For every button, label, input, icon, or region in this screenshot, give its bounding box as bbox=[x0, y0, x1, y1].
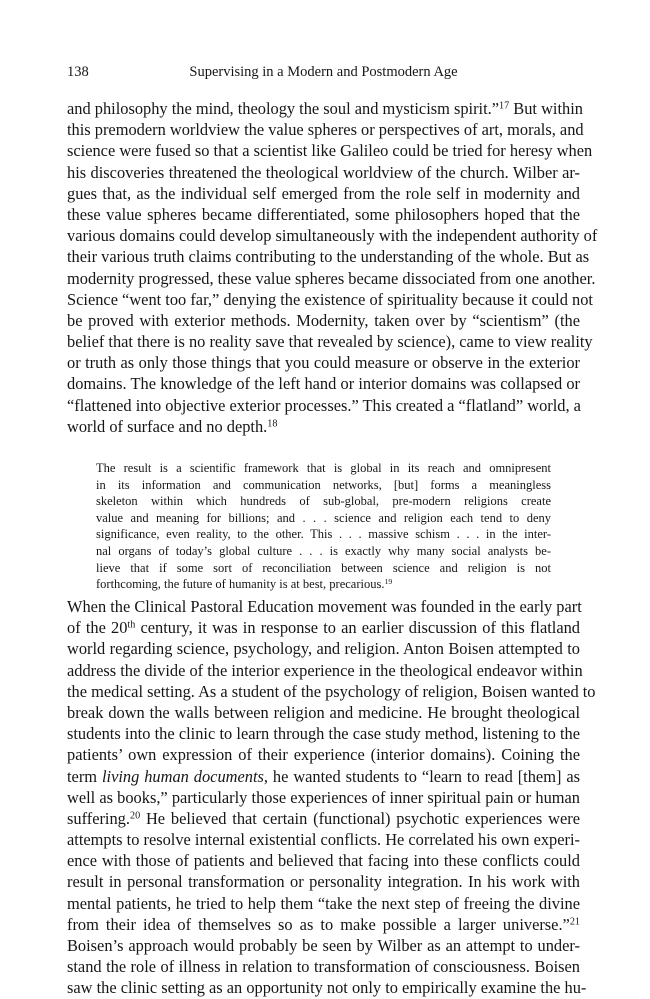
italic-term: living human documents bbox=[101, 766, 264, 786]
text-line bbox=[67, 871, 580, 892]
line-text: “flattened into objective exterior processes.” This created a “flatland” world, a bbox=[67, 395, 581, 415]
page-number: 138 bbox=[67, 64, 89, 80]
text-line bbox=[96, 460, 551, 477]
line-text: stand the role of illness in relation to transformation of consciousness. Boisen bbox=[67, 957, 580, 977]
text-line bbox=[67, 787, 580, 808]
text-line bbox=[96, 526, 551, 543]
text-line bbox=[67, 162, 580, 183]
text-line bbox=[67, 681, 596, 702]
line-text: value and meaning for billions; and . . . science and religion each tend to deny bbox=[96, 510, 551, 525]
line-text: saw the clinic setting as an opportunity not only to empirically examine the hu- bbox=[67, 978, 587, 998]
text-line bbox=[67, 638, 580, 659]
text-line bbox=[67, 660, 583, 681]
text-line bbox=[67, 395, 580, 416]
text-line bbox=[67, 744, 580, 765]
line-text: belief that there is no reality save that revealed by science), came to view reality bbox=[67, 332, 593, 352]
line-text: skeleton within which hundreds of sub-global, pre-modern religions create bbox=[96, 494, 551, 509]
line-text: forthcoming, the future of humanity is at best, precarious. bbox=[96, 577, 385, 592]
line-text-continued: century, it was in response to an earlier discussion of this flatland bbox=[135, 618, 580, 638]
text-line bbox=[96, 560, 551, 577]
line-text: of the 20 bbox=[67, 618, 128, 638]
line-text: various domains could develop simultaneously with the independent authority of bbox=[67, 226, 598, 246]
footnote-marker: 17 bbox=[499, 100, 510, 112]
line-text: ence with those of patients and believed that facing into these conflicts could bbox=[67, 851, 580, 871]
text-line bbox=[96, 477, 551, 494]
text-line bbox=[67, 204, 580, 225]
line-text: lieve that if some sort of reconciliation between science and religion is not bbox=[96, 560, 551, 575]
line-text: world regarding science, psychology, and religion. Anton Boisen attempted to bbox=[67, 639, 580, 659]
line-text: science were fused so that a scientist like Galileo could be tried for heresy when bbox=[67, 141, 593, 161]
text-line bbox=[67, 416, 580, 437]
line-text: the medical setting. As a student of the psychology of religion, Boisen wanted to bbox=[67, 681, 596, 701]
line-text: nal organs of today’s global culture . . . is exactly why many social analysts be- bbox=[96, 543, 551, 558]
footnote-marker: 20 bbox=[129, 810, 141, 822]
text-line bbox=[67, 956, 580, 977]
line-text: result in personal transformation or personality integration. In his work with bbox=[67, 872, 580, 892]
line-text: from their idea of themselves so as to make possible a larger universe.” bbox=[67, 914, 570, 934]
line-text: significance, even reality, to the other. This . . . massive schism . . . in the inter- bbox=[96, 527, 551, 542]
text-line bbox=[67, 702, 580, 723]
paragraph-2 bbox=[67, 596, 596, 999]
line-text: attempts to resolve internal existential conflicts. He correlated his own experi- bbox=[67, 830, 580, 850]
line-text: suffering. bbox=[67, 808, 130, 828]
text-line bbox=[96, 510, 551, 527]
text-line bbox=[67, 977, 587, 998]
text-line bbox=[67, 617, 580, 638]
line-text: gues that, as the individual self emerged from the role self in modernity and bbox=[67, 183, 580, 203]
line-text-continued: But within bbox=[509, 99, 583, 118]
line-text: address the divide of the interior experience in the theological endeavor within bbox=[67, 660, 583, 680]
line-text: world of surface and no depth. bbox=[67, 416, 268, 436]
line-text-continued: , he wanted students to “learn to read [them] as bbox=[263, 766, 580, 786]
text-line bbox=[67, 766, 580, 787]
line-text: students into the clinic to learn through the case study method, listening to the bbox=[67, 724, 580, 744]
line-text: domains. The knowledge of the left hand or interior domains was collapsed or bbox=[67, 374, 580, 394]
line-text: these value spheres became differentiated, some philosophers hoped that the bbox=[67, 204, 580, 224]
text-line bbox=[67, 140, 593, 161]
text-line bbox=[67, 246, 590, 267]
text-line bbox=[67, 850, 580, 871]
text-line bbox=[67, 596, 580, 617]
text-line bbox=[67, 225, 598, 246]
line-text: in its information and communication networks, [but] forms a meaningless bbox=[96, 477, 551, 492]
line-text: term bbox=[67, 766, 102, 786]
text-line bbox=[67, 808, 580, 829]
text-line bbox=[67, 268, 596, 289]
line-text: be proved with exterior methods. Modernity, taken over by “scientism” (the bbox=[67, 310, 580, 330]
text-line bbox=[67, 893, 580, 914]
paragraph-1 bbox=[67, 98, 598, 437]
text-line bbox=[67, 98, 583, 119]
running-head: Supervising in a Modern and Postmodern Age bbox=[189, 64, 458, 80]
text-line bbox=[67, 310, 580, 331]
line-text: this premodern worldview the value spheres or perspectives of art, morals, and bbox=[67, 120, 584, 140]
line-text: or truth as only those things that you could measure or observe in the exterior bbox=[67, 353, 580, 373]
line-text-continued: He believed that certain (functional) psychotic experiences were bbox=[140, 808, 580, 828]
line-text: and philosophy the mind, theology the soul and mysticism spirit.” bbox=[67, 99, 500, 118]
footnote-marker: th bbox=[127, 619, 136, 631]
text-line bbox=[67, 183, 580, 204]
line-text: well as books,” particularly those experiences of inner spiritual pain or human bbox=[67, 787, 580, 807]
text-line bbox=[67, 829, 580, 850]
line-text: break down the walls between religion and medicine. He brought theological bbox=[67, 702, 580, 722]
text-line bbox=[67, 119, 584, 140]
line-text: mental patients, he tried to help them “take the next step of freeing the divine bbox=[67, 893, 580, 913]
footnote-marker: 19 bbox=[384, 576, 393, 586]
line-text: When the Clinical Pastoral Education movement was founded in the early part bbox=[67, 597, 582, 616]
text-line bbox=[67, 289, 593, 310]
text-line bbox=[67, 935, 580, 956]
text-line bbox=[67, 373, 580, 394]
line-text: patients’ own expression of their experience (interior domains). Coining the bbox=[67, 745, 580, 765]
block-quote bbox=[96, 460, 551, 593]
page-header bbox=[67, 62, 580, 82]
line-text: modernity progressed, these value spheres became dissociated from one another. bbox=[67, 268, 596, 288]
line-text: The result is a scientific framework that is global in its reach and omnipresent bbox=[96, 461, 551, 475]
text-line bbox=[96, 576, 551, 593]
line-text: his discoveries threatened the theological worldview of the church. Wilber ar- bbox=[67, 162, 580, 182]
text-line bbox=[67, 331, 593, 352]
text-line bbox=[67, 352, 580, 373]
line-text: Boisen’s approach would probably be seen by Wilber as an attempt to under- bbox=[67, 936, 580, 955]
text-line bbox=[67, 723, 580, 744]
line-text: Science “went too far,” denying the existence of spirituality because it could not bbox=[67, 289, 593, 309]
text-line bbox=[96, 543, 551, 560]
footnote-marker: 21 bbox=[569, 916, 580, 928]
line-text: their various truth claims contributing to the understanding of the whole. But as bbox=[67, 247, 590, 267]
text-line bbox=[96, 493, 551, 510]
text-line bbox=[67, 914, 580, 935]
footnote-marker: 18 bbox=[267, 418, 278, 430]
